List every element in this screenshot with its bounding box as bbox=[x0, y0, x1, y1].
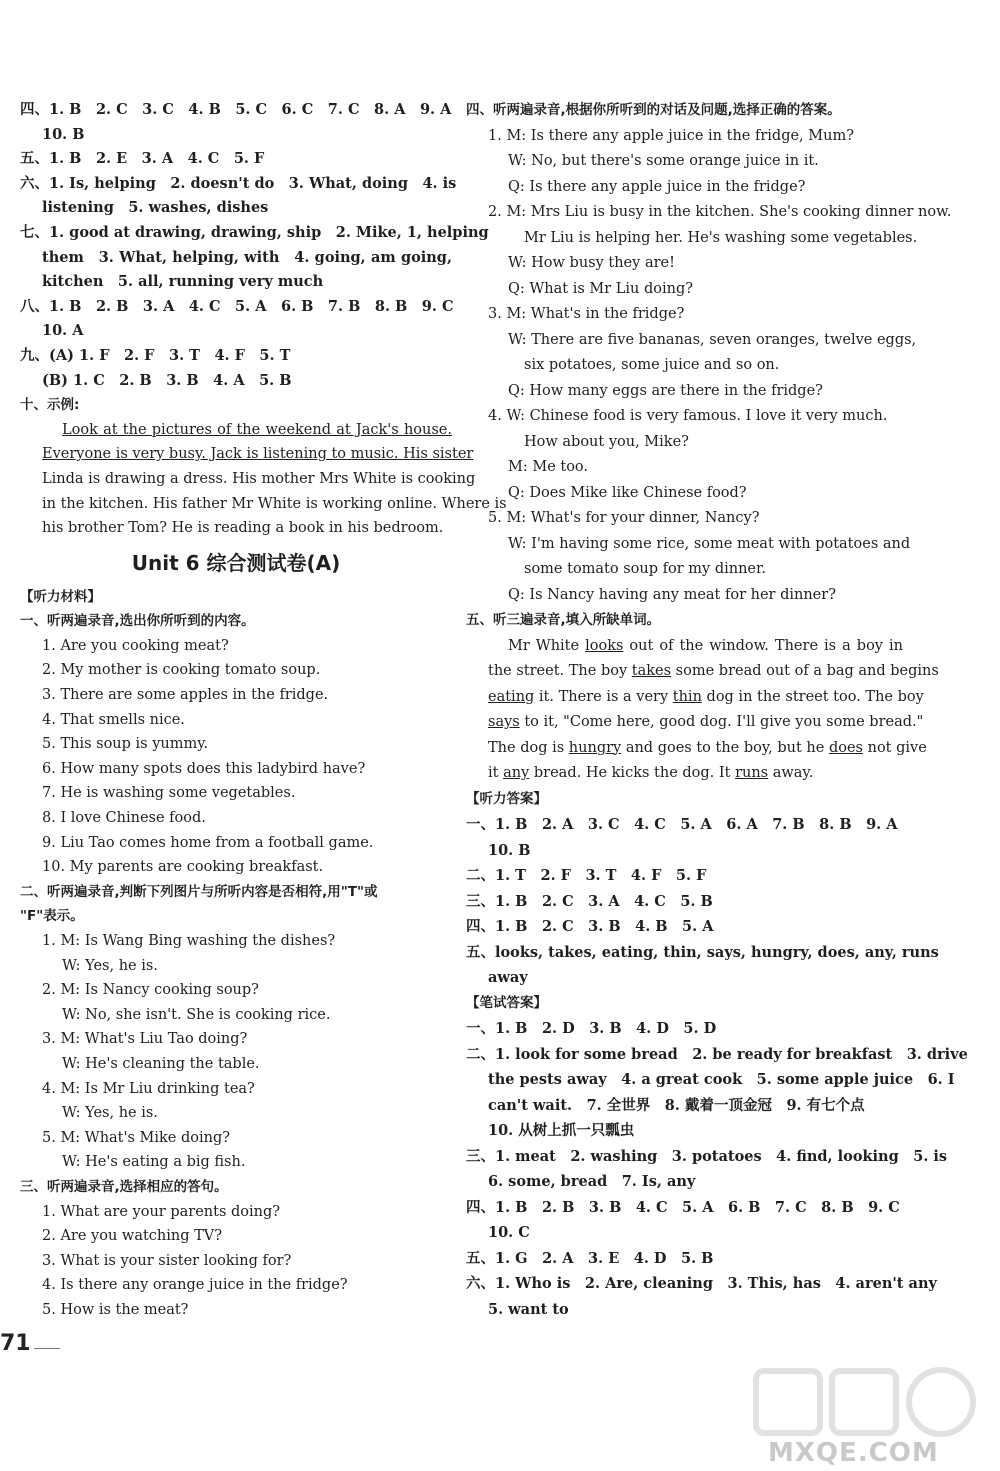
dialogue-line: 5. M: What's Mike doing? bbox=[42, 1129, 231, 1146]
dialogue-line: W: Yes, he is. bbox=[62, 957, 158, 974]
dialogue-line: How about you, Mike? bbox=[524, 433, 689, 450]
answer-line: 10. B bbox=[488, 841, 531, 859]
answer-line: 三、1. meat 2. washing 3. potatoes 4. find, looking 5. is bbox=[466, 1147, 948, 1165]
filled-blank: does bbox=[828, 739, 863, 756]
answer-line: 四、1. B 2. C 3. B 4. B 5. A bbox=[466, 918, 714, 935]
dialogue-line: W: No, but there's some orange juice in it. bbox=[508, 153, 819, 169]
answer-line: 10. B bbox=[42, 125, 85, 143]
dialogue-lines bbox=[20, 929, 452, 1175]
passage-text: some bread out of a bag and begins bbox=[671, 663, 939, 679]
answer-line: 二、1. look for some bread 2. be ready for breakfast 3. drive bbox=[466, 1045, 968, 1063]
listening-item: 7. He is washing some vegetables. bbox=[42, 785, 296, 802]
page-number-rule bbox=[34, 1348, 60, 1349]
listening-item: 1. What are your parents doing? bbox=[42, 1203, 281, 1220]
listening-item: 1. Are you cooking meat? bbox=[42, 637, 229, 654]
listening-item: 6. How many spots does this ladybird have? bbox=[42, 760, 366, 777]
listening-items bbox=[20, 634, 452, 880]
dialogue-line: W: There are five bananas, seven oranges, twelve eggs, bbox=[508, 331, 917, 348]
passage-text: The dog is bbox=[488, 739, 569, 756]
listening-items bbox=[20, 1200, 452, 1323]
answer-line: 一、1. B 2. A 3. C 4. C 5. A 6. A 7. B 8. B 9. A bbox=[466, 816, 898, 833]
passage-text: away. bbox=[768, 765, 814, 781]
answer-line: 5. want to bbox=[488, 1300, 569, 1318]
passage-line bbox=[466, 634, 903, 660]
filled-blank: any bbox=[503, 765, 530, 781]
listening-item: 5. How is the meat? bbox=[42, 1301, 189, 1318]
answer-line: away bbox=[488, 969, 528, 986]
answer-line: 四、1. B 2. B 3. B 4. C 5. A 6. B 7. C 8. B 9. C bbox=[466, 1198, 900, 1216]
page-number: 71 bbox=[0, 1331, 31, 1356]
sample-essay-line: Linda is drawing a dress. His mother Mrs White is cooking bbox=[42, 470, 476, 487]
dialogue-line: six potatoes, some juice and so on. bbox=[524, 357, 780, 373]
passage-text: not give bbox=[863, 739, 927, 756]
listening-item: 2. Are you watching TV? bbox=[42, 1228, 223, 1245]
dialogue-line: W: No, she isn't. She is cooking rice. bbox=[62, 1006, 331, 1023]
passage-line bbox=[466, 659, 939, 685]
answer-line: 五、1. B 2. E 3. A 4. C 5. F bbox=[20, 150, 265, 168]
dialogue-line: Q: What is Mr Liu doing? bbox=[508, 280, 694, 297]
answer-line: 三、1. B 2. C 3. A 4. C 5. B bbox=[466, 892, 713, 910]
listening-item: 4. That smells nice. bbox=[42, 711, 185, 728]
dialogue-line: W: How busy they are! bbox=[508, 255, 675, 271]
filled-blank: eating bbox=[488, 688, 535, 705]
filled-blank: hungry bbox=[568, 739, 622, 756]
section-heading: 【笔试答案】 bbox=[466, 994, 547, 1011]
listening-item: 9. Liu Tao comes home from a football game. bbox=[42, 834, 374, 851]
filled-blank: looks bbox=[585, 637, 624, 654]
dialogue-line: W: He's cleaning the table. bbox=[62, 1055, 260, 1072]
listening-item: 3. What is your sister looking for? bbox=[42, 1252, 292, 1269]
dialogue-line: 4. M: Is Mr Liu drinking tea? bbox=[42, 1080, 255, 1097]
answer-line: can't wait. 7. 全世界 8. 戴着一顶金冠 9. 有七个点 bbox=[488, 1096, 865, 1114]
sample-essay-line: Everyone is very busy. Jack is listening to music. His sister bbox=[42, 446, 474, 463]
section-heading: "F"表示。 bbox=[20, 908, 84, 925]
answer-line: 六、1. Is, helping 2. doesn't do 3. What, doing 4. is bbox=[20, 174, 457, 192]
answer-line: 九、(A) 1. F 2. F 3. T 4. F 5. T bbox=[20, 346, 291, 364]
sample-essay-line: in the kitchen. His father Mr White is working online. Where is bbox=[42, 495, 507, 512]
answer-lines bbox=[466, 812, 939, 991]
dialogue-line: Q: How many eggs are there in the fridge? bbox=[508, 382, 823, 399]
section-heading: 二、听两遍录音,判断下列图片与所听内容是否相符,用"T"或 bbox=[20, 883, 378, 900]
answer-line: 6. some, bread 7. Is, any bbox=[488, 1173, 696, 1190]
passage-text: bread. He kicks the dog. It bbox=[529, 765, 736, 781]
dialogue-line: W: He's eating a big fish. bbox=[62, 1154, 246, 1171]
listening-item: 4. Is there any orange juice in the fridge? bbox=[42, 1277, 348, 1294]
listening-item: 10. My parents are cooking breakfast. bbox=[42, 859, 324, 876]
listening-item: 8. I love Chinese food. bbox=[42, 810, 206, 827]
answer-line: listening 5. washes, dishes bbox=[42, 199, 269, 217]
right-column bbox=[466, 98, 968, 1322]
answer-line: 四、1. B 2. C 3. C 4. B 5. C 6. C 7. C 8. A 9. A bbox=[20, 101, 452, 118]
answer-line: 10. C bbox=[488, 1224, 530, 1241]
dialogue-line: some tomato soup for my dinner. bbox=[524, 561, 766, 577]
answer-line: the pests away 4. a great cook 5. some apple juice 6. I bbox=[488, 1071, 955, 1088]
answer-line: (B) 1. C 2. B 3. B 4. A 5. B bbox=[42, 371, 292, 389]
answer-line: 10. A bbox=[42, 322, 84, 340]
passage-text: out of the window. There is a boy in bbox=[623, 637, 903, 654]
section-heading: 一、听两遍录音,选出你所听到的内容。 bbox=[20, 613, 255, 630]
dialogue-line: 3. M: What's in the fridge? bbox=[488, 306, 685, 322]
dialogue-line: 3. M: What's Liu Tao doing? bbox=[42, 1031, 248, 1048]
listening-item: 5. This soup is yummy. bbox=[42, 736, 209, 753]
watermark-text: MXQE.COM bbox=[768, 1438, 939, 1468]
answer-line: 二、1. T 2. F 3. T 4. F 5. F bbox=[466, 867, 707, 884]
passage-text: to it, "Come here, good dog. I'll give you some bread." bbox=[519, 714, 924, 730]
answer-line: them 3. What, helping, with 4. going, am going, bbox=[42, 248, 452, 266]
dialogue-line: Q: Is there any apple juice in the fridge? bbox=[508, 178, 806, 195]
passage-text: the street. The boy bbox=[488, 663, 632, 679]
filled-blank: runs bbox=[735, 765, 769, 781]
passage-text: Mr White bbox=[508, 637, 586, 654]
section-heading: 四、听两遍录音,根据你所听到的对话及问题,选择正确的答案。 bbox=[466, 102, 841, 118]
sample-essay-line: his brother Tom? He is reading a book in his bedroom. bbox=[42, 520, 444, 537]
unit-title: Unit 6 综合测试卷(A) bbox=[131, 550, 341, 575]
dialogue-line: Q: Does Mike like Chinese food? bbox=[508, 484, 747, 501]
dialogue-line: W: I'm having some rice, some meat with potatoes and bbox=[508, 535, 911, 552]
answer-line: 七、1. good at drawing, drawing, ship 2. Mike, 1, helping bbox=[20, 223, 489, 241]
section-heading: 三、听两遍录音,选择相应的答句。 bbox=[20, 1178, 228, 1195]
passage-text: and goes to the boy, but he bbox=[621, 739, 829, 756]
section-heading: 【听力答案】 bbox=[466, 790, 547, 807]
answer-line: 六、1. Who is 2. Are, cleaning 3. This, has 4. aren't any bbox=[466, 1275, 937, 1292]
answer-line: 八、1. B 2. B 3. A 4. C 5. A 6. B 7. B 8. B 9. C bbox=[20, 297, 454, 315]
answer-line: 10. 从树上抓一只瓢虫 bbox=[488, 1122, 635, 1139]
listening-item: 2. My mother is cooking tomato soup. bbox=[42, 662, 321, 679]
section-heading: 【听力材料】 bbox=[20, 588, 101, 605]
dialogue-line: M: Me too. bbox=[508, 459, 589, 475]
sample-essay-line: Look at the pictures of the weekend at Jack's house. bbox=[62, 421, 452, 438]
dialogue-line: W: Yes, he is. bbox=[62, 1105, 158, 1122]
answer-line: 五、1. G 2. A 3. E 4. D 5. B bbox=[466, 1249, 714, 1267]
passage-text: it. There is a very bbox=[534, 688, 673, 705]
section-heading: 十、示例: bbox=[20, 397, 80, 414]
dialogue-line: 1. M: Is Wang Bing washing the dishes? bbox=[42, 933, 336, 949]
filled-blank: says bbox=[488, 714, 520, 730]
passage-line bbox=[466, 685, 924, 711]
listening-item: 3. There are some apples in the fridge. bbox=[42, 687, 329, 704]
section-heading: 五、听三遍录音,填入所缺单词。 bbox=[466, 612, 661, 628]
answer-line: 一、1. B 2. D 3. B 4. D 5. D bbox=[466, 1020, 717, 1037]
dialogue-line: 5. M: What's for your dinner, Nancy? bbox=[488, 510, 760, 526]
cloze-passage bbox=[466, 634, 939, 787]
filled-blank: thin bbox=[672, 688, 702, 705]
passage-text: it bbox=[488, 765, 504, 781]
answer-line: kitchen 5. all, running very much bbox=[42, 273, 324, 291]
dialogue-line: Mr Liu is helping her. He's washing some vegetables. bbox=[524, 229, 918, 246]
dialogue-line: 1. M: Is there any apple juice in the fridge, Mum? bbox=[488, 127, 854, 144]
dialogue-line: 4. W: Chinese food is very famous. I love it very much. bbox=[488, 408, 888, 424]
passage-line bbox=[466, 736, 927, 762]
dialogue-line: Q: Is Nancy having any meat for her dinner? bbox=[508, 586, 836, 603]
passage-text: dog in the street too. The boy bbox=[701, 688, 924, 705]
dialogue-line: 2. M: Is Nancy cooking soup? bbox=[42, 982, 259, 999]
passage-line bbox=[466, 710, 924, 736]
dialogue-line: 2. M: Mrs Liu is busy in the kitchen. She's cooking dinner now. bbox=[488, 204, 952, 220]
dialogue-lines bbox=[466, 124, 952, 609]
answer-lines bbox=[466, 1016, 968, 1322]
answer-line: 五、looks, takes, eating, thin, says, hungry, does, any, runs bbox=[466, 943, 939, 961]
filled-blank: takes bbox=[631, 663, 672, 679]
passage-line bbox=[466, 761, 903, 787]
